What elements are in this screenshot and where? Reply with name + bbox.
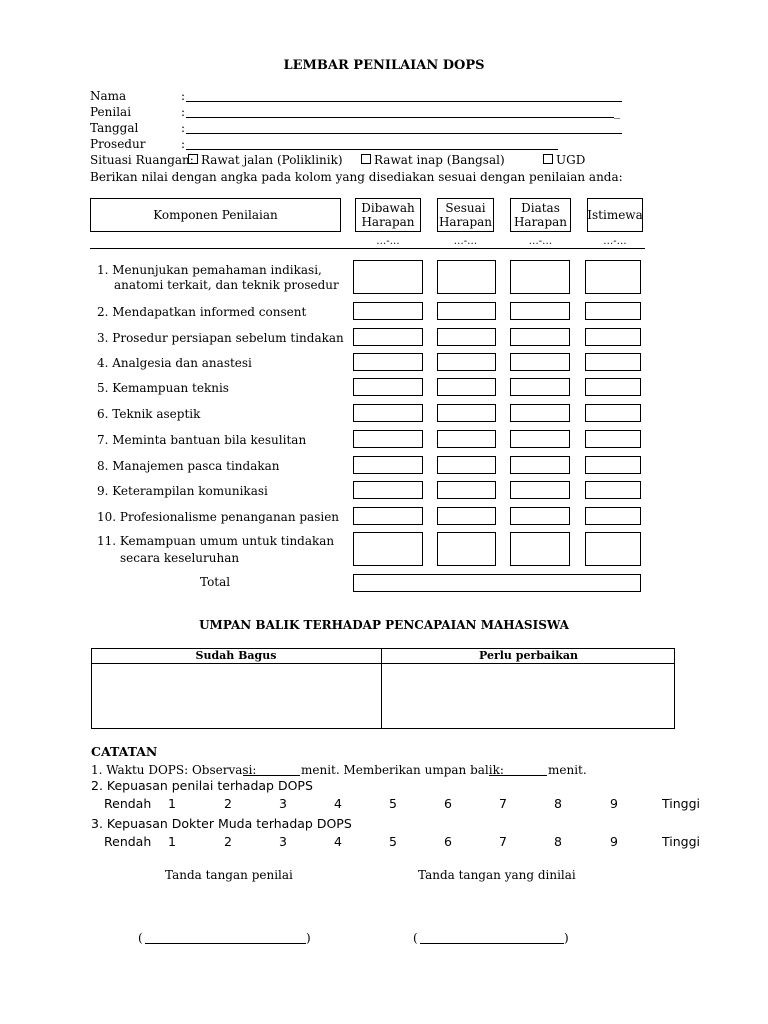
score-box-diatas[interactable]	[510, 328, 570, 346]
score-box-diatas[interactable]	[510, 404, 570, 422]
column-header-line1: Dibawah	[361, 201, 415, 215]
score-box-sesuai[interactable]	[437, 378, 496, 396]
field-penilai-sep: :	[181, 105, 186, 119]
scale-value[interactable]: 1	[168, 834, 176, 849]
score-box-istimewa[interactable]	[585, 260, 641, 294]
catatan-q2: 2. Kepuasan penilai terhadap DOPS	[91, 778, 313, 793]
item-label: 1. Menunjukan pemahaman indikasi,	[97, 263, 322, 277]
item-label: 5. Kemampuan teknis	[97, 381, 229, 395]
checkbox-icon[interactable]	[543, 154, 553, 164]
score-box-sesuai[interactable]	[437, 302, 496, 320]
field-prosedur-input[interactable]	[186, 149, 558, 150]
score-box-diatas[interactable]	[510, 481, 570, 499]
scale-value[interactable]: 5	[389, 834, 397, 849]
score-box-istimewa[interactable]	[585, 328, 641, 346]
option-rawat-jalan-label: Rawat jalan (Poliklinik)	[201, 153, 343, 167]
scale-value[interactable]: 7	[499, 796, 507, 811]
score-box-istimewa[interactable]	[585, 378, 641, 396]
column-header-sesuai	[437, 198, 494, 232]
score-box-sesuai[interactable]	[437, 328, 496, 346]
score-box-sesuai[interactable]	[437, 456, 496, 474]
component-header-label: Komponen Penilaian	[153, 208, 278, 222]
item-label: 4. Analgesia dan anastesi	[97, 356, 252, 370]
column-header-line1: Istimewa	[587, 208, 643, 222]
score-box-sesuai[interactable]	[437, 532, 496, 566]
score-box-dibawah[interactable]	[353, 430, 423, 448]
column-header-line1: Diatas	[521, 201, 560, 215]
item-label: 8. Manajemen pasca tindakan	[97, 459, 280, 473]
field-prosedur-sep: :	[181, 137, 186, 151]
catatan-q3: 3. Kepuasan Dokter Muda terhadap DOPS	[91, 816, 352, 831]
signature-right-open: (	[413, 931, 418, 945]
scale-value[interactable]: 9	[610, 834, 618, 849]
observasi-minutes-input[interactable]	[243, 775, 300, 776]
scale-value[interactable]: 8	[554, 834, 562, 849]
total-label: Total	[200, 575, 231, 589]
score-box-istimewa[interactable]	[585, 507, 641, 525]
feedback-col-perlu-perbaikan: Perlu perbaikan	[478, 649, 578, 662]
scale-value[interactable]: 2	[224, 834, 232, 849]
checkbox-icon[interactable]	[188, 154, 198, 164]
column-header-dibawah	[355, 198, 421, 232]
scale-value[interactable]: 3	[279, 796, 287, 811]
score-box-dibawah[interactable]	[353, 378, 423, 396]
header-divider	[90, 248, 645, 249]
score-box-diatas[interactable]	[510, 353, 570, 371]
item-label: 11. Kemampuan umum untuk tindakan	[97, 534, 335, 548]
field-prosedur-label: Prosedur	[90, 137, 146, 151]
score-box-istimewa[interactable]	[585, 456, 641, 474]
scale-high-label: Tinggi	[662, 796, 700, 811]
score-box-dibawah[interactable]	[353, 260, 423, 294]
column-header-line2: Harapan	[513, 215, 568, 229]
option-rawat-inap-label: Rawat inap (Bangsal)	[374, 153, 505, 167]
score-box-istimewa[interactable]	[585, 404, 641, 422]
scale-value[interactable]: 1	[168, 796, 176, 811]
column-range: …-…	[528, 236, 553, 247]
item-label: 6. Teknik aseptik	[97, 407, 201, 421]
item-label: 7. Meminta bantuan bila kesulitan	[97, 433, 307, 447]
score-box-diatas[interactable]	[510, 378, 570, 396]
catatan-line1-b: menit. Memberikan umpan balik:	[301, 763, 504, 777]
field-penilai-tail: _	[614, 105, 620, 119]
score-box-diatas[interactable]	[510, 260, 570, 294]
item-label-cont: anatomi terkait, dan teknik prosedur	[114, 278, 339, 292]
signature-right-close: )	[564, 931, 569, 945]
scale-value[interactable]: 7	[499, 834, 507, 849]
score-box-dibawah[interactable]	[353, 481, 423, 499]
score-box-diatas[interactable]	[510, 430, 570, 448]
scale-value[interactable]: 2	[224, 796, 232, 811]
field-penilai-input[interactable]	[186, 117, 614, 118]
score-box-sesuai[interactable]	[437, 430, 496, 448]
score-box-dibawah[interactable]	[353, 302, 423, 320]
score-box-dibawah[interactable]	[353, 404, 423, 422]
scale-value[interactable]: 6	[444, 796, 452, 811]
scale-low-label: Rendah	[104, 834, 152, 849]
field-nama-label: Nama	[90, 89, 127, 103]
score-box-istimewa[interactable]	[585, 532, 641, 566]
catatan-line1-c: menit.	[548, 763, 587, 777]
column-header-line2: Harapan	[438, 215, 493, 229]
feedback-sudah-bagus-input[interactable]	[92, 665, 380, 728]
score-box-sesuai[interactable]	[437, 404, 496, 422]
field-nama-sep: :	[181, 89, 186, 103]
score-box-istimewa[interactable]	[585, 430, 641, 448]
score-box-istimewa[interactable]	[585, 481, 641, 499]
item-label: 3. Prosedur persiapan sebelum tindakan	[97, 331, 344, 345]
score-box-diatas[interactable]	[510, 532, 570, 566]
signature-right-line[interactable]	[420, 943, 564, 944]
scale-value[interactable]: 3	[279, 834, 287, 849]
scale-value[interactable]: 8	[554, 796, 562, 811]
score-box-sesuai[interactable]	[437, 507, 496, 525]
item-label: 9. Keterampilan komunikasi	[97, 484, 268, 498]
catatan-line1-a: 1. Waktu DOPS: Observasi:	[91, 763, 257, 777]
scale-value[interactable]: 9	[610, 796, 618, 811]
option-ugd-label: UGD	[556, 153, 586, 167]
signature-left-open: (	[138, 931, 143, 945]
total-score-box[interactable]	[353, 574, 641, 592]
column-range: …-…	[453, 236, 478, 247]
component-header	[90, 198, 341, 232]
score-box-istimewa[interactable]	[585, 302, 641, 320]
scale-high-label: Tinggi	[662, 834, 700, 849]
scale-value[interactable]: 4	[334, 796, 342, 811]
scale-value[interactable]: 6	[444, 834, 452, 849]
field-nama-input[interactable]	[186, 101, 622, 102]
feedback-title: UMPAN BALIK TERHADAP PENCAPAIAN MAHASISWA	[199, 618, 569, 632]
score-box-dibawah[interactable]	[353, 328, 423, 346]
item-label-cont: secara keseluruhan	[120, 551, 240, 565]
feedback-col-sudah-bagus: Sudah Bagus	[195, 649, 277, 662]
score-box-dibawah[interactable]	[353, 353, 423, 371]
instruction-text: Berikan nilai dengan angka pada kolom yang disediakan sesuai dengan penilaian anda:	[90, 170, 623, 184]
column-range: …-…	[376, 236, 400, 247]
field-tanggal-label: Tanggal	[90, 121, 139, 135]
item-label: 10. Profesionalisme penanganan pasien	[97, 510, 340, 524]
signature-left-line[interactable]	[145, 943, 306, 944]
score-box-istimewa[interactable]	[585, 353, 641, 371]
page-title: LEMBAR PENILAIAN DOPS	[283, 58, 485, 73]
checkbox-icon[interactable]	[361, 154, 371, 164]
feedback-perlu-perbaikan-input[interactable]	[383, 665, 674, 728]
score-box-diatas[interactable]	[510, 302, 570, 320]
score-box-diatas[interactable]	[510, 456, 570, 474]
option-rawat-inap[interactable]	[361, 153, 505, 167]
feedback-header-divider	[91, 663, 675, 664]
score-box-dibawah[interactable]	[353, 532, 423, 566]
column-header-line2: Harapan	[361, 215, 415, 229]
situasi-label: Situasi Ruangan:	[90, 153, 194, 167]
score-box-dibawah[interactable]	[353, 507, 423, 525]
item-label: 2. Mendapatkan informed consent	[97, 305, 307, 319]
option-rawat-jalan[interactable]	[188, 153, 343, 167]
field-penilai-label: Penilai	[90, 105, 132, 119]
score-box-sesuai[interactable]	[437, 481, 496, 499]
column-header-diatas	[510, 198, 571, 232]
field-tanggal-input[interactable]	[186, 133, 622, 134]
score-box-dibawah[interactable]	[353, 456, 423, 474]
signature-right-label: Tanda tangan yang dinilai	[418, 868, 576, 882]
signature-left-close: )	[306, 931, 311, 945]
column-header-line1: Sesuai	[445, 201, 486, 215]
umpan-balik-minutes-input[interactable]	[489, 775, 547, 776]
score-box-diatas[interactable]	[510, 507, 570, 525]
score-box-sesuai[interactable]	[437, 353, 496, 371]
signature-left-label: Tanda tangan penilai	[165, 868, 293, 882]
field-tanggal-sep: :	[181, 121, 186, 135]
column-header-istimewa	[587, 198, 643, 232]
scale-low-label: Rendah	[104, 796, 152, 811]
option-ugd[interactable]	[543, 153, 585, 167]
scale-value[interactable]: 4	[334, 834, 342, 849]
catatan-title: CATATAN	[91, 744, 158, 759]
scale-value[interactable]: 5	[389, 796, 397, 811]
column-range: …-…	[603, 236, 627, 247]
score-box-sesuai[interactable]	[437, 260, 496, 294]
